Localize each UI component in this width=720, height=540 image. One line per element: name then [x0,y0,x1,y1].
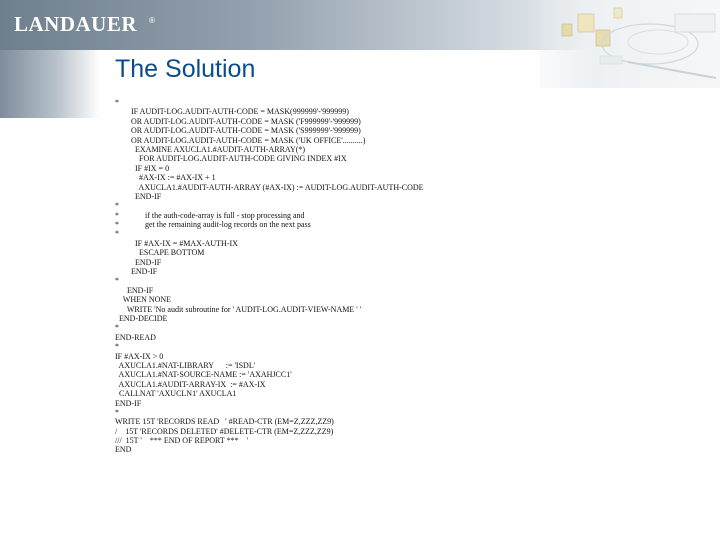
code-line: * get the remaining audit-log records on the next pass [115,220,311,230]
code-line: * [115,323,119,333]
code-line: EXAMINE AXUCLA1.#AUDIT-AUTH-ARRAY(*) [115,144,306,154]
code-line: END-DECIDE [115,313,168,323]
registered-mark: ® [149,16,155,25]
code-line: END-IF [115,398,142,408]
code-line: #AX-IX := #AX-IX + 1 [115,173,216,183]
code-line: * [115,407,119,417]
code-line: END-IF [115,191,162,201]
code-line: END-IF [115,267,158,277]
code-line: * if the auth-code-array is full - stop processing and [115,210,305,220]
code-line: OR AUDIT-LOG.AUDIT-AUTH-CODE = MASK ('S999999'-'999999) [115,126,361,136]
code-line: * [115,276,119,286]
code-line: * [115,229,119,239]
code-line: AXUCLA1.#AUDIT-ARRAY-IX := #AX-IX [115,379,266,389]
code-listing [115,98,675,455]
code-line: WHEN NONE [115,295,172,305]
code-line: OR AUDIT-LOG.AUDIT-AUTH-CODE = MASK ('UK OFFICE'..........) [115,135,366,145]
code-line: FOR AUDIT-LOG.AUDIT-AUTH-CODE GIVING INDEX #IX [115,154,347,164]
code-line: ESCAPE BOTTOM [115,248,205,258]
code-line: END-READ [115,332,156,342]
code-line: IF #AX-IX = #MAX-AUTH-IX [115,238,238,248]
code-line: WRITE 'No audit subroutine for ' AUDIT-LOG.AUDIT-VIEW-NAME ' ' [115,304,362,314]
code-line: CALLNAT 'AXUCLN1' AXUCLA1 [115,389,237,399]
code-line: /// 15T ' *** END OF REPORT *** ' [115,436,249,446]
code-line: AXUCLA1.#NAT-LIBRARY := 'ISDL' [115,360,256,370]
company-logo: LANDAUER [14,12,138,36]
code-line: / 15T 'RECORDS DELETED' #DELETE-CTR (EM=Z,ZZZ,ZZ9) [115,426,334,436]
code-line: * [115,342,119,352]
code-line: IF #AX-IX > 0 [115,351,164,361]
code-line: IF #IX = 0 [115,163,170,173]
code-line: IF AUDIT-LOG.AUDIT-AUTH-CODE = MASK(999999'-'999999) [115,107,349,117]
code-line: END [115,445,132,455]
header-photo [540,0,720,88]
code-line: END-IF [115,257,162,267]
slide-title: The Solution [115,55,256,83]
side-band [0,50,100,118]
code-line: AXUCLA1.#AUDIT-AUTH-ARRAY (#AX-IX) := AUDIT-LOG.AUDIT-AUTH-CODE [115,182,424,192]
code-line: * [115,98,119,107]
code-line: END-IF [115,285,154,295]
code-line: WRITE 15T 'RECORDS READ ' #READ-CTR (EM=Z,ZZZ,ZZ9) [115,417,334,427]
code-line: AXUCLA1.#NAT-SOURCE-NAME := 'AXAHJCC1' [115,370,292,380]
code-line: OR AUDIT-LOG.AUDIT-AUTH-CODE = MASK ('F999999'-'999999) [115,116,361,126]
code-line: * [115,201,119,211]
